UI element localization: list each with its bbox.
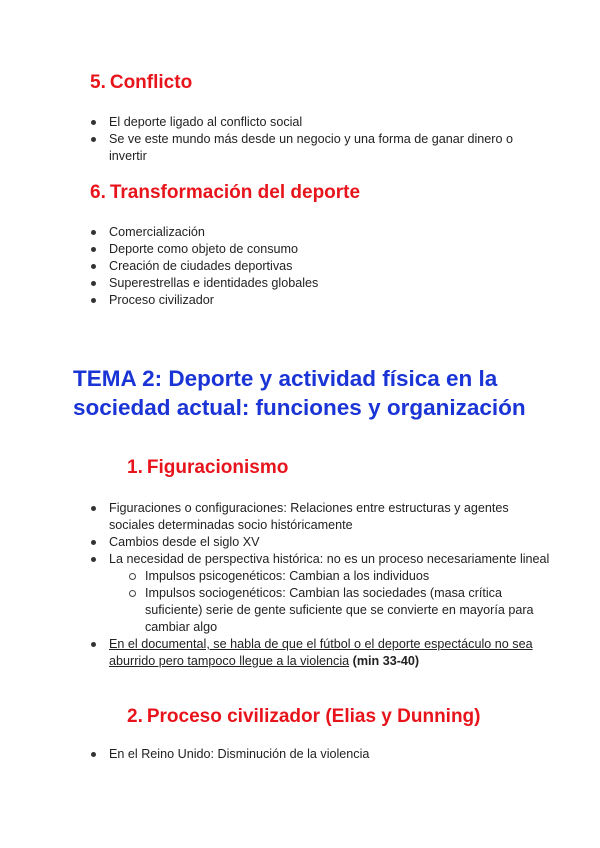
documental-ref: (min 33-40) (352, 654, 420, 668)
section-heading-conflicto (90, 72, 192, 94)
proceso-list (90, 746, 550, 763)
sub-list-item: Impulsos psicogenéticos: Cambian a los individuos (90, 568, 550, 585)
list-item: Cambios desde el siglo XV (90, 534, 550, 551)
list-item: Comercialización (90, 224, 550, 241)
list-item: Figuraciones o configuraciones: Relaciones entre estructuras y agentes sociales determinadas socio históricamente (90, 500, 550, 534)
documental-text: En el documental, se habla de que el fútbol o el deporte espectáculo no sea aburrido pero tampoco llegue a la violencia (109, 637, 533, 668)
section-number: 6. (90, 182, 106, 203)
tema2-title: TEMA 2: Deporte y actividad física en la sociedad actual: funciones y organización (73, 366, 526, 420)
list-item: Proceso civilizador (90, 292, 550, 309)
figuracionismo-list (90, 500, 550, 670)
list-item: Deporte como objeto de consumo (90, 241, 550, 258)
list-item: Superestrellas e identidades globales (90, 275, 550, 292)
list-item: El deporte ligado al conflicto social (90, 114, 550, 131)
section-heading-proceso (127, 706, 481, 728)
section-heading-figuracionismo (127, 457, 288, 479)
list-item: La necesidad de perspectiva histórica: no es un proceso necesariamente lineal (90, 551, 550, 568)
section-number: 1. (127, 457, 143, 478)
section-heading-transformacion (90, 182, 360, 204)
conflicto-list (90, 114, 550, 165)
list-item: En el Reino Unido: Disminución de la violencia (90, 746, 550, 763)
transformacion-list (90, 224, 550, 309)
section-title: Conflicto (109, 72, 193, 93)
list-item: Creación de ciudades deportivas (90, 258, 550, 275)
section-title: Figuracionismo (146, 457, 289, 478)
section-title: Proceso civilizador (Elias y Dunning) (146, 706, 481, 727)
sub-list-item: Impulsos sociogenéticos: Cambian las sociedades (masa crítica suficiente) serie de gente suficiente que se convierte en mayoría para cambiar algo (90, 585, 550, 636)
section-number: 2. (127, 706, 143, 727)
list-item: Se ve este mundo más desde un negocio y una forma de ganar dinero o invertir (90, 131, 550, 165)
section-number: 5. (90, 72, 106, 93)
list-item-documental (90, 636, 550, 670)
section-title: Transformación del deporte (109, 182, 361, 203)
